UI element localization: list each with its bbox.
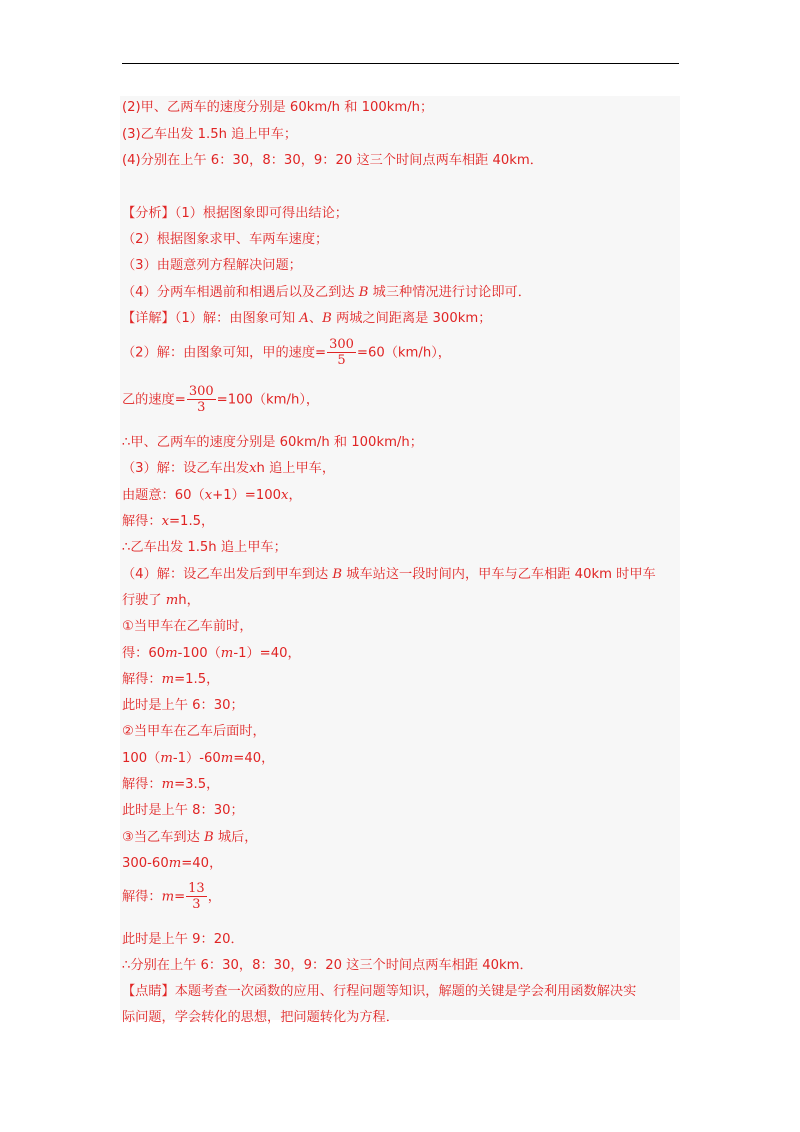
detail-line-9: （4）解：设乙车出发后到甲车到达 B 城车站这一段时间内，甲车与乙车相距 40km 时甲车 <box>122 567 656 582</box>
analysis-line-1: 【分析】（1）根据图象即可得出结论； <box>122 206 348 221</box>
analysis-line-4: （4）分两车相遇前和相遇后以及乙到达 B 城三种情况进行讨论即可． <box>122 285 531 300</box>
answer-line-3: (3)乙车出发 1.5h 追上甲车； <box>122 127 298 142</box>
case-2-line-2: 100（m-1）-60m=40， <box>122 751 275 766</box>
detail-line-1: 【详解】（1）解：由图象可知 A、B 两城之间距离是 300km； <box>122 311 492 326</box>
comment-line-1: 【点睛】本题考查一次函数的应用、行程问题等知识，解题的关键是学会利用函数解决实 <box>122 984 637 999</box>
detail-line-10: 行驶了 mh， <box>122 593 200 608</box>
conclusion-line: ∴分别在上午 6：30，8：30，9：20 这三个时间点两车相距 40km． <box>122 958 533 973</box>
case-3-line-2: 300-60m=40， <box>122 856 223 871</box>
answer-line-4: (4)分别在上午 6：30，8：30，9：20 这三个时间点两车相距 40km． <box>122 153 543 168</box>
detail-line-5: （3）解：设乙车出发xh 追上甲车， <box>122 461 336 476</box>
analysis-line-3: （3）由题意列方程解决问题； <box>122 258 302 273</box>
header-rule <box>122 63 679 64</box>
fraction-300-over-5: $\frac{300}{5}$ <box>329 337 354 368</box>
case-2-line-4: 此时是上午 8：30； <box>122 803 244 818</box>
answer-line-2: (2)甲、乙两车的速度分别是 60km/h 和 100km/h； <box>122 100 434 115</box>
case-1-line-3: 解得：m=1.5， <box>122 672 220 687</box>
comment-line-2: 际问题，学会转化的思想，把问题转化为方程． <box>122 1010 399 1025</box>
case-1-line-1: ①当甲车在乙车前时， <box>122 619 253 634</box>
analysis-line-2: （2）根据图象求甲、车两车速度； <box>122 232 329 247</box>
case-3-line-3: 解得：m= $\frac{13}{3}$ ， <box>122 881 221 912</box>
fraction-300-over-3: $\frac{300}{3}$ <box>188 384 214 415</box>
detail-line-8: ∴乙车出发 1.5h 追上甲车； <box>122 540 287 555</box>
detail-line-2: （2）解：由图象可知，甲的速度= $\frac{300}{5}$ =60（km/h）， <box>122 337 451 368</box>
case-2-line-1: ②当甲车在乙车后面时， <box>122 724 266 739</box>
detail-line-6: 由题意：60（x+1）=100x， <box>122 488 302 503</box>
case-2-line-3: 解得：m=3.5， <box>122 777 220 792</box>
detail-line-4: ∴甲、乙两车的速度分别是 60km/h 和 100km/h； <box>122 435 423 450</box>
case-1-line-2: 得：60m-100（m-1）=40， <box>122 646 301 661</box>
case-3-line-4: 此时是上午 9：20． <box>122 932 244 947</box>
detail-line-3: 乙的速度= $\frac{300}{3}$ =100（km/h）， <box>122 384 320 415</box>
detail-line-7: 解得：x=1.5， <box>122 514 215 529</box>
case-3-line-1: ③当乙车到达 B 城后， <box>122 830 258 845</box>
fraction-13-over-3: $\frac{13}{3}$ <box>188 881 205 912</box>
case-1-line-4: 此时是上午 6：30； <box>122 698 244 713</box>
